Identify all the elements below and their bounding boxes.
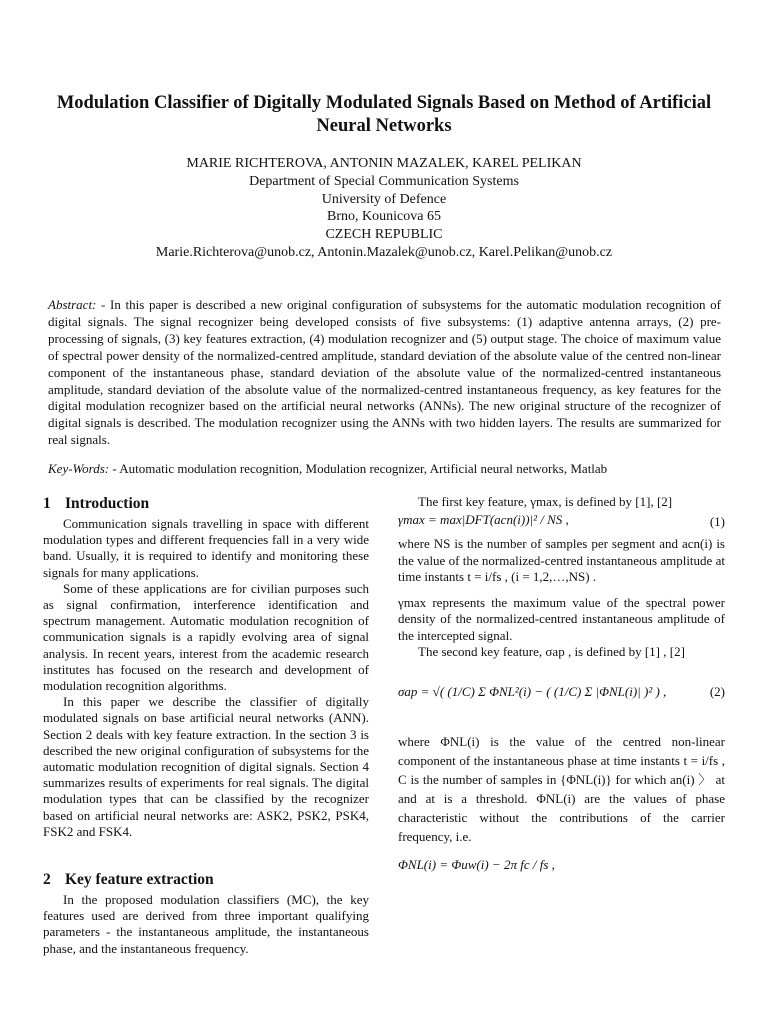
country: CZECH REPUBLIC bbox=[325, 227, 443, 243]
authors: MARIE RICHTEROVA, ANTONIN MAZALEK, KAREL PELIKAN bbox=[186, 156, 582, 171]
university: University of Defence bbox=[321, 191, 447, 207]
paper-title: Modulation Classifier of Digitally Modulated Signals Based on Method of Artificial Neural Networks bbox=[56, 93, 712, 136]
equation-1: γmax = max|DFT(acn(i))|² / NS , (1) bbox=[398, 512, 725, 530]
intro-paragraph-2: Some of these applications are for civilian purposes such as signal confirmation, interference identification and spectrum management. Automatic modulation recognition of communication signals is a rapidly evolving area of signal analysis. In recent years, interest from the academic research institutes has focused on the research and development of modulation recognition algorithms. bbox=[43, 580, 369, 694]
right-column bbox=[398, 494, 725, 884]
abstract-label: Abstract: bbox=[48, 297, 97, 312]
department: Department of Special Communication Systems bbox=[249, 173, 519, 189]
keywords-label: Key-Words: bbox=[48, 461, 110, 476]
first-key-feature-text: The first key feature, γmax, is defined by [1], [2] bbox=[418, 494, 673, 509]
second-key-feature-text: The second key feature, σap , is defined by [1] , [2] bbox=[418, 644, 685, 660]
intro-paragraph-3: In this paper we describe the classifier of digitally modulated signals on base artificial neural networks (ANN). Section 2 deals with key feature extraction. In the section 3 is described the new original configuration of subsystems for the automatic modulation recognition of digital signals. Section 4 summarizes results of experiments for real signals. The digital modulation types that can be classified by the recognizer based on artificial neural networks are: ASK2, PSK2, PSK4, FSK2 and FSK4. bbox=[43, 694, 369, 839]
abstract-text: - In this paper is described a new original configuration of subsystems for the automatic modulation recognition of digital signals. The signal recognizer being developed consists of five subsystems: (1) adaptive antenna arrays, (2) pre-processing of signals, (3) key features extraction, (4) modulation recognizer and (5) output stage. The choice of maximum value of spectral power density of the normalized-centred amplitude, standard deviation of the absolute value of the centred non-linear component of the instantaneous phase, standard deviation of the absolute value of the normalized-centred instantaneous amplitude, standard deviation of the absolute value of the normalized-centred instantaneous frequency, as key features for the digital modulation recognizer based on the artificial neural networks (ANNs). The new original structure of the recognizer of digital signals is described. The modulation recognizer using the ANNs with two hidden layers. The results are summarized for real signals. bbox=[48, 297, 721, 448]
eq1-explanation: where NS is the number of samples per segment and acn(i) is the value of the normalized-centred instantaneous amplitude at time instants t = i/fs , (i = 1,2,…,NS) . bbox=[398, 536, 725, 584]
emails: Marie.Richterova@unob.cz, Antonin.Mazalek@unob.cz, Karel.Pelikan@unob.cz bbox=[155, 244, 613, 260]
abstract bbox=[48, 297, 721, 449]
equation-2-number: (2) bbox=[709, 684, 725, 700]
equation-1-number: (1) bbox=[709, 514, 725, 530]
section-2-heading: 2 Key feature extraction bbox=[43, 871, 214, 889]
left-column bbox=[43, 494, 369, 957]
equation-3: ΦNL(i) = Φuw(i) − 2π fc / fs , bbox=[398, 857, 555, 873]
address: Brno, Kounicova 65 bbox=[327, 209, 441, 225]
keywords-text: - Automatic modulation recognition, Modulation recognizer, Artificial neural networks, Matlab bbox=[112, 461, 608, 476]
author-block bbox=[40, 155, 728, 262]
intro-paragraph-1: Communication signals travelling in space with different modulation types and different frequencies fall in a very wide band. Usually, it is required to identify and monitoring these signals for many applications. bbox=[43, 516, 369, 580]
section-1-heading: 1 Introduction bbox=[43, 495, 150, 512]
eq2-explanation: where ΦNL(i) is the value of the centred non-linear component of the instantaneous phase at time instants t = i/fs , C is the number of samples in {ΦNL(i)} for which an(i) 〉 at and at is a threshold. ΦNL(i) are the values of phase characteristic without the contributions of the carrier frequency, i.e. bbox=[398, 734, 725, 845]
equation-2: σap = √( (1/C) Σ ΦNL²(i) − ( (1/C) Σ |ΦNL(i)| )² ) , (2) bbox=[398, 662, 725, 722]
key-feature-paragraph: In the proposed modulation classifiers (MC), the key features used are derived from three important qualifying parameters - the instantaneous amplitude, the instantaneous phase, and the instantaneous frequency. bbox=[43, 892, 369, 956]
keywords bbox=[48, 460, 721, 477]
gamma-max-text: γmax represents the maximum value of the spectral power density of the normalized-centred instantaneous amplitude of the intercepted signal. bbox=[398, 595, 725, 643]
